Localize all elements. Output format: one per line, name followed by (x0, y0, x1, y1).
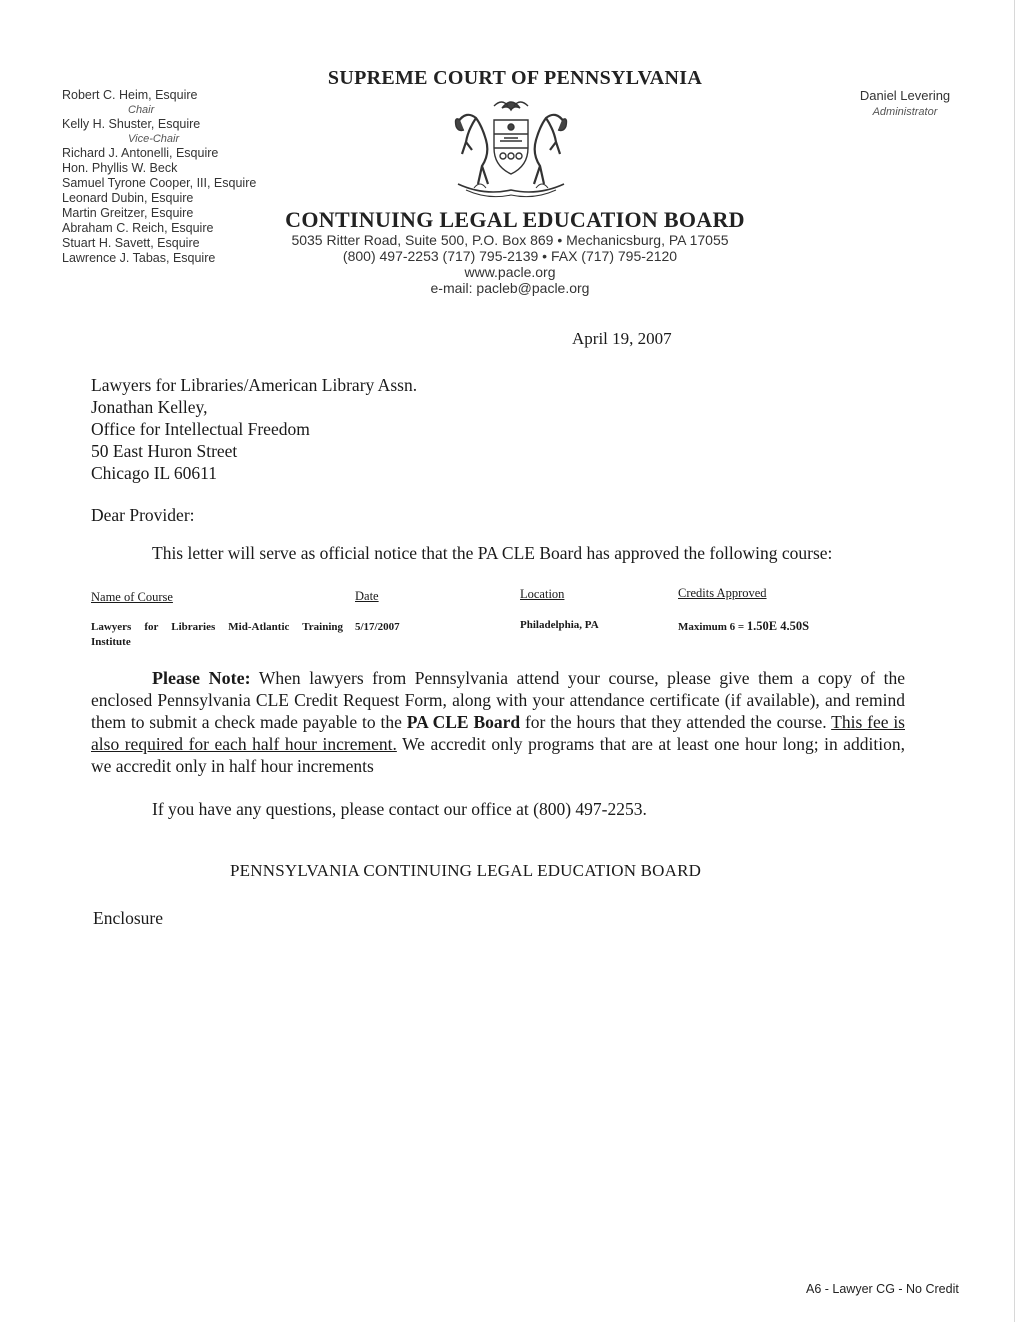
table-header-date: Date (355, 589, 379, 603)
member-name: Martin Greitzer, Esquire (62, 206, 194, 220)
recipient-address (91, 374, 417, 484)
note-text: for the hours that they attended the course. (520, 712, 832, 732)
court-name: SUPREME COURT OF PENNSYLVANIA (327, 67, 703, 89)
notice-text: This letter will serve as official notice that the PA CLE Board has approved the following course: (152, 543, 833, 563)
credits-prefix: Maximum 6 = (678, 621, 745, 633)
recipient-line: 50 East Huron Street (91, 441, 238, 461)
course-date: 5/17/2007 (355, 621, 400, 633)
course-name-line1: Lawyers for Libraries Mid-Atlantic Training (91, 621, 343, 633)
recipient-line: Chicago IL 60611 (91, 463, 218, 483)
member-name: Samuel Tyrone Cooper, III, Esquire (62, 176, 257, 190)
note-underlined: This fee is also required for each half hour increment. (91, 712, 905, 754)
member-name: Leonard Dubin, Esquire (62, 191, 194, 205)
administrator-block (830, 87, 980, 121)
contact-block (230, 232, 790, 296)
administrator-role: Administrator (872, 106, 938, 118)
table-header-course: Name of Course (91, 590, 173, 604)
recipient-line: Office for Intellectual Freedom (91, 419, 310, 439)
member-name: Robert C. Heim, Esquire (62, 88, 198, 102)
footer-code: A6 - Lawyer CG - No Credit (806, 1282, 959, 1296)
member-name: Stuart H. Savett, Esquire (62, 236, 200, 250)
questions-text: If you have any questions, please contact our office at (800) 497-2253. (152, 799, 647, 819)
address-line: 5035 Ritter Road, Suite 500, P.O. Box 869 • Mechanicsburg, PA 17055 (291, 232, 729, 248)
administrator-name: Daniel Levering (859, 88, 951, 103)
enclosure-label: Enclosure (93, 908, 163, 928)
member-role: Vice-Chair (128, 133, 180, 145)
recipient-line: Lawyers for Libraries/American Library Assn. (91, 375, 418, 395)
member-name: Abraham C. Reich, Esquire (62, 221, 214, 235)
member-name: Lawrence J. Tabas, Esquire (62, 251, 216, 265)
email-link[interactable]: e-mail: pacleb@pacle.org (430, 280, 590, 296)
pennsylvania-seal-icon (436, 92, 586, 202)
phone-line: (800) 497-2253 (717) 795-2139 • FAX (717) 795-2120 (342, 248, 678, 264)
table-header-credits: Credits Approved (678, 586, 767, 600)
note-bold: PA CLE Board (406, 712, 521, 732)
note-text: We accredit only programs that are at least one hour long; in addition, we accredit only in half hour increments (91, 734, 906, 776)
note-text: When lawyers from Pennsylvania attend your course, please give them a copy of the enclosed Pennsylvania CLE Credit Request Form, along with your attendance certificate (if available), and remind them to submit a check made payable to the (91, 668, 905, 732)
course-credits (678, 619, 809, 634)
member-role: Chair (128, 104, 155, 116)
note-lead: Please Note: (152, 668, 251, 688)
member-name: Kelly H. Shuster, Esquire (62, 117, 201, 131)
member-name: Richard J. Antonelli, Esquire (62, 146, 219, 160)
course-name-line2: Institute (91, 636, 131, 648)
board-name: CONTINUING LEGAL EDUCATION BOARD (285, 207, 745, 232)
course-location: Philadelphia, PA (520, 619, 599, 631)
recipient-line: Jonathan Kelley, (91, 397, 208, 417)
greeting: Dear Provider: (91, 505, 195, 525)
scan-edge-line (1014, 0, 1015, 1322)
credits-value: 1.50E 4.50S (746, 619, 810, 633)
signature-line: PENNSYLVANIA CONTINUING LEGAL EDUCATION BOARD (230, 861, 702, 880)
website-link[interactable]: www.pacle.org (464, 264, 556, 280)
table-header-location: Location (520, 587, 565, 601)
member-name: Hon. Phyllis W. Beck (62, 161, 178, 175)
letter-date: April 19, 2007 (572, 329, 672, 348)
please-note-paragraph (91, 667, 905, 777)
